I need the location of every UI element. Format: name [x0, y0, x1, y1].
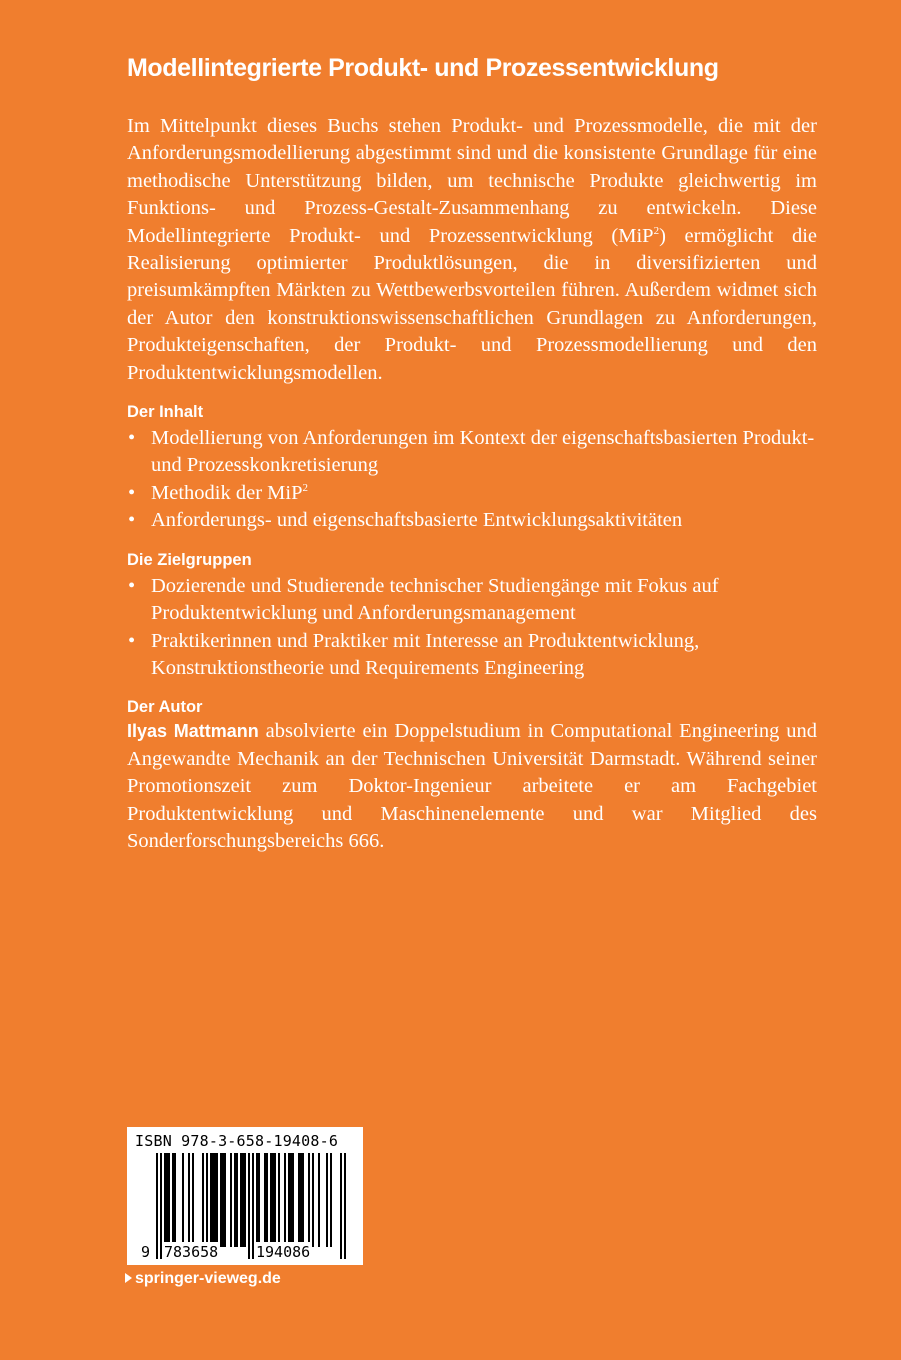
- barcode-bar: [300, 1153, 302, 1247]
- barcode-bar: [240, 1153, 242, 1247]
- barcode-bar: [284, 1153, 286, 1247]
- barcode-bar: [264, 1153, 266, 1247]
- barcode-bar: [326, 1153, 328, 1247]
- publisher-link[interactable]: [125, 1269, 281, 1289]
- list-item-text: Methodik der MiP: [151, 481, 303, 504]
- barcode-bar: [214, 1153, 216, 1247]
- barcode-bar: [318, 1153, 320, 1247]
- barcode-bar: [298, 1153, 300, 1247]
- barcode-bar: [210, 1153, 212, 1247]
- author-name: Ilyas Mattmann: [127, 721, 259, 742]
- barcode-bar: [202, 1153, 204, 1247]
- barcode-bar: [288, 1153, 290, 1247]
- barcode-bar: [212, 1153, 214, 1247]
- barcode-bar: [312, 1153, 314, 1247]
- barcode-bar: [222, 1153, 224, 1247]
- barcode-bar: [292, 1153, 294, 1247]
- barcode-bar: [272, 1153, 274, 1247]
- isbn-label: ISBN 978-3-658-19408-6: [135, 1132, 339, 1150]
- barcode-bar: [330, 1153, 332, 1247]
- bullet-icon: •: [128, 509, 136, 532]
- list-item: [127, 628, 817, 683]
- book-title: Modellintegrierte Produkt- und Prozessentwicklung: [127, 54, 719, 82]
- barcode-bar: [274, 1153, 276, 1247]
- barcode-bar: [244, 1153, 246, 1247]
- barcode-first-digit: 9: [141, 1243, 151, 1261]
- description-part1: Im Mittelpunkt dieses Buchs stehen Produkt- und Prozessmodelle, die mit der Anforderungsmodellierung abgestimmt sind und die konsistente Grundlage für eine methodische Unterstützung bilden, um technische Produkte gleichwertig im Funktions- und Prozess-Gestalt-Zusammenhang zu entwickeln. Diese Modellintegrierte Produkt- und Prozessentwicklung (MiP: [127, 115, 817, 247]
- barcode-bar: [242, 1153, 244, 1247]
- barcode-bar: [302, 1153, 304, 1247]
- list-item: [127, 480, 817, 507]
- barcode-bar: [270, 1153, 272, 1247]
- barcode-bar: [230, 1153, 232, 1247]
- barcode-bar: [166, 1153, 168, 1247]
- list-item: [127, 425, 817, 480]
- barcode-digits: [127, 1242, 363, 1262]
- list-item: [127, 507, 817, 534]
- barcode-bar: [168, 1153, 170, 1247]
- barcode-bar: [182, 1153, 184, 1247]
- list-item-text: Praktikerinnen und Praktiker mit Interesse an Produktentwicklung, Konstruktionstheorie und Requirements Engineering: [151, 629, 700, 679]
- list-item-text: Anforderungs- und eigenschaftsbasierte Entwicklungsaktivitäten: [151, 509, 683, 532]
- isbn-barcode: [127, 1127, 363, 1265]
- section-zielgruppen: [127, 549, 817, 683]
- inhalt-list: [127, 425, 817, 535]
- barcode-bar: [220, 1153, 222, 1247]
- barcode-bar: [290, 1153, 292, 1247]
- list-item-text: Dozierende und Studierende technischer Studiengänge mit Fokus auf Produktentwicklung und Anforderungsmanagement: [151, 574, 719, 625]
- description-part2: ) ermöglicht die Realisierung optimierter Produktlösungen, die in diversifizierten und preisumkämpften Märkten zu Wettbewerbsvorteilen führen. Außerdem widmet sich der Autor den konstruktionswissenschaftlichen Grundlagen zu Anforderungen, Produkteigenschaften, der Produkt- und Prozessmodellierung und den Produktentwicklungsmodellen.: [127, 224, 817, 384]
- barcode-bar: [216, 1153, 218, 1247]
- author-bio-text: absolvierte ein Doppelstudium in Computational Engineering und Angewandte Mechanik an der Technischen Universität Darmstadt. Während seiner Promotionszeit zum Doktor-Ingenieur arbeitete er am Fachgebiet Produktentwicklung und Maschinenelemente und war Mitglied des Sonderforschungsbereichs 666.: [127, 720, 817, 852]
- publisher-link-text: springer-vieweg.de: [135, 1270, 281, 1287]
- barcode-bar: [188, 1153, 190, 1247]
- book-description: [127, 113, 817, 387]
- barcode-bar: [174, 1153, 176, 1247]
- barcode-bar: [256, 1153, 258, 1247]
- barcode-bar: [236, 1153, 238, 1247]
- list-item-superscript: 2: [302, 481, 308, 494]
- barcode-bar: [234, 1153, 236, 1247]
- barcode-bar: [308, 1153, 310, 1247]
- heading-autor: Der Autor: [127, 698, 203, 717]
- barcode-bar: [266, 1153, 268, 1247]
- section-inhalt: [127, 401, 817, 535]
- barcode-bar: [192, 1153, 194, 1247]
- barcode-bar: [278, 1153, 280, 1247]
- barcode-bar: [224, 1153, 226, 1247]
- section-autor: [127, 696, 817, 855]
- barcode-bar: [164, 1153, 166, 1247]
- bullet-icon: •: [128, 629, 136, 652]
- description-superscript: 2: [653, 224, 660, 237]
- zielgruppen-list: [127, 573, 817, 683]
- author-bio: [127, 718, 817, 855]
- list-item: [127, 573, 817, 628]
- bullet-icon: •: [128, 427, 136, 450]
- barcode-bar: [258, 1153, 260, 1247]
- heading-inhalt: Der Inhalt: [127, 403, 204, 422]
- bullet-icon: •: [128, 481, 136, 504]
- triangle-right-icon: [125, 1273, 132, 1283]
- barcode-right-group: 194086: [256, 1243, 311, 1261]
- cover-content: [127, 48, 817, 855]
- heading-zielgruppen: Die Zielgruppen: [127, 550, 252, 569]
- barcode-bar: [172, 1153, 174, 1247]
- list-item-text: Modellierung von Anforderungen im Kontext der eigenschaftsbasierten Produkt- und Prozesskonkretisierung: [151, 427, 815, 477]
- barcode-left-group: 783658: [164, 1243, 219, 1261]
- barcode-bar: [206, 1153, 208, 1247]
- bullet-icon: •: [128, 574, 136, 597]
